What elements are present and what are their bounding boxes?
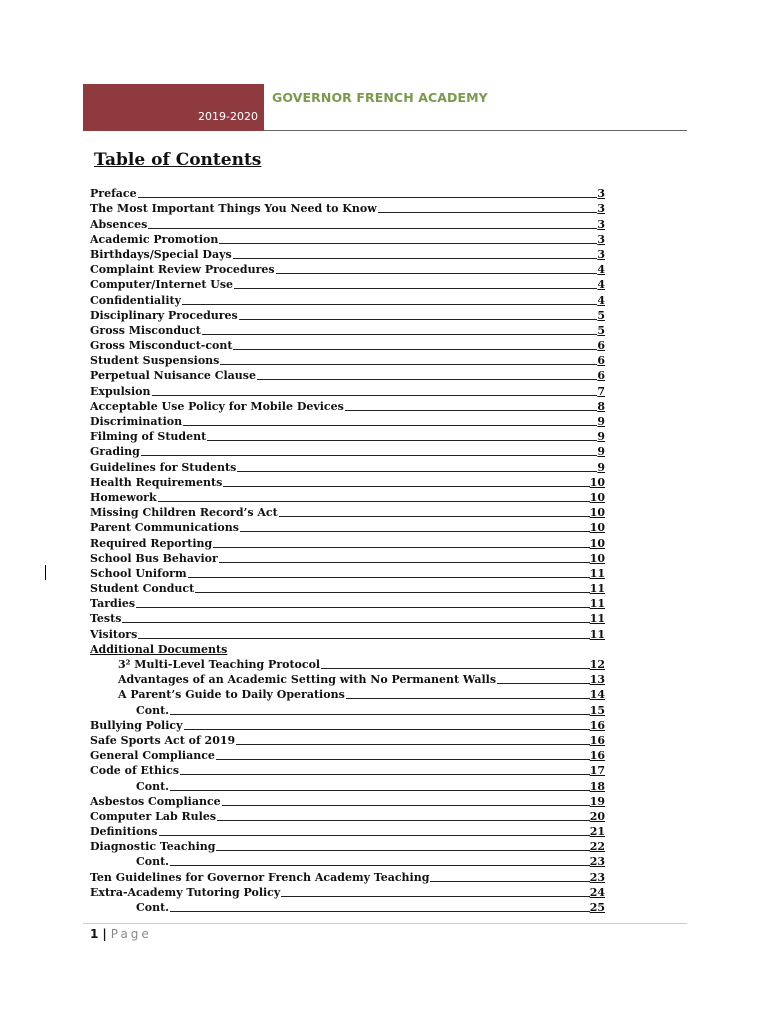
toc-entry-label: Required Reporting xyxy=(90,536,213,550)
toc-entry[interactable] xyxy=(90,429,605,444)
toc-leader-line xyxy=(233,257,598,259)
toc-leader-line xyxy=(184,728,590,730)
toc-leader-line xyxy=(219,242,597,244)
toc-entry[interactable] xyxy=(90,338,605,353)
toc-entry-page: 7 xyxy=(597,384,605,398)
toc-entry-label: Ten Guidelines for Governor French Academy Teaching xyxy=(90,870,430,884)
toc-leader-line xyxy=(122,621,589,623)
toc-entry-label: Gross Misconduct-cont xyxy=(90,339,233,353)
toc-entry-page: 4 xyxy=(597,263,605,277)
toc-entry-page: 3 xyxy=(597,247,605,261)
toc-entry[interactable] xyxy=(90,323,605,338)
toc-leader-line xyxy=(159,834,590,836)
toc-entry[interactable] xyxy=(90,399,605,414)
toc-entry-label: Missing Children Record’s Act xyxy=(90,506,278,520)
toc-entry[interactable] xyxy=(90,869,605,884)
toc-entry-label: Preface xyxy=(90,187,137,201)
toc-leader-line xyxy=(219,561,590,563)
toc-entry[interactable] xyxy=(90,444,605,459)
toc-leader-line xyxy=(236,743,590,745)
toc-entry[interactable] xyxy=(90,414,605,429)
toc-entry-label: Birthdays/Special Days xyxy=(90,247,232,261)
toc-entry-label: Cont. xyxy=(136,901,169,914)
toc-entry[interactable] xyxy=(90,778,605,793)
toc-entry[interactable] xyxy=(90,718,605,733)
toc-entry[interactable] xyxy=(90,566,605,581)
toc-entry-label: Tardies xyxy=(90,597,136,611)
toc-leader-line xyxy=(237,470,597,472)
toc-entry-page: 20 xyxy=(589,809,605,823)
toc-entry[interactable] xyxy=(90,368,605,383)
toc-section-heading[interactable] xyxy=(90,642,605,657)
toc-entry-page: 18 xyxy=(589,779,605,793)
toc-entry-page: 19 xyxy=(589,794,605,808)
toc-entry[interactable] xyxy=(90,292,605,307)
toc-entry-label: Tests xyxy=(90,612,122,626)
toc-entry-label: Gross Misconduct xyxy=(90,323,201,337)
toc-entry-page: 9 xyxy=(597,415,605,428)
toc-entry-label: School Uniform xyxy=(90,566,187,580)
toc-entry-page: 25 xyxy=(589,901,605,914)
toc-leader-line xyxy=(138,637,589,639)
toc-entry[interactable] xyxy=(90,824,605,839)
toc-entry-page: 3 xyxy=(597,202,605,216)
toc-entry-label: Absences xyxy=(90,217,148,231)
toc-entry-label: A Parent’s Guide to Daily Operations xyxy=(118,688,345,702)
toc-entry[interactable] xyxy=(90,581,605,596)
toc-entry[interactable] xyxy=(90,839,605,854)
toc-entry-label: Academic Promotion xyxy=(90,232,219,246)
toc-leader-line xyxy=(222,804,590,806)
toc-entry-label: Computer Lab Rules xyxy=(90,809,217,823)
toc-entry-label: Visitors xyxy=(90,627,138,641)
toc-entry-page: 5 xyxy=(597,308,605,322)
toc-entry[interactable] xyxy=(90,535,605,550)
toc-entry[interactable] xyxy=(90,232,605,247)
toc-leader-line xyxy=(216,849,589,851)
toc-entry-page: 16 xyxy=(589,749,605,763)
toc-entry-label: Student Suspensions xyxy=(90,354,220,368)
toc-leader-line xyxy=(180,773,590,775)
toc-leader-line xyxy=(170,789,590,791)
toc-entry-label: Parent Communications xyxy=(90,521,239,535)
toc-entry[interactable] xyxy=(90,611,605,626)
toc-entry[interactable] xyxy=(90,247,605,262)
toc-entry-label: School Bus Behavior xyxy=(90,551,218,565)
toc-leader-line xyxy=(240,530,590,532)
toc-entry[interactable] xyxy=(90,854,605,869)
toc-entry[interactable] xyxy=(90,794,605,809)
toc-entry-label: Bullying Policy xyxy=(90,718,183,732)
toc-entry[interactable] xyxy=(90,308,605,323)
toc-leader-line xyxy=(217,819,590,821)
header-rule xyxy=(264,130,687,131)
toc-entry-page: 6 xyxy=(597,339,605,353)
toc-entry-page: 6 xyxy=(597,354,605,368)
toc-entry-label: Perpetual Nuisance Clause xyxy=(90,369,256,383)
toc-entry-page: 10 xyxy=(589,551,605,565)
toc-entry-label: General Compliance xyxy=(90,749,215,763)
toc-entry-label: Extra-Academy Tutoring Policy xyxy=(90,885,281,899)
toc-leader-line xyxy=(234,287,597,289)
toc-entry[interactable] xyxy=(90,809,605,824)
toc-leader-line xyxy=(239,318,598,320)
toc-leader-line xyxy=(216,758,590,760)
toc-entry-page: 11 xyxy=(589,566,605,580)
toc-entry-label: Confidentiality xyxy=(90,293,181,307)
toc-leader-line xyxy=(183,424,597,426)
toc-leader-line xyxy=(207,439,597,441)
toc-leader-line xyxy=(170,713,590,715)
toc-entry-page: 12 xyxy=(589,658,605,671)
toc-entry-page: 5 xyxy=(597,323,605,337)
toc-leader-line xyxy=(257,378,597,380)
toc-entry-label: 3² Multi-Level Teaching Protocol xyxy=(118,658,321,671)
toc-entry-page: 9 xyxy=(597,445,605,459)
toc-entry-page: 3 xyxy=(597,187,605,201)
toc-leader-line xyxy=(276,272,598,274)
toc-entry-label: Definitions xyxy=(90,825,158,839)
toc-entry[interactable] xyxy=(90,763,605,778)
toc-entry[interactable] xyxy=(90,733,605,748)
toc-entry-label: Additional Documents xyxy=(90,642,228,656)
toc-entry-page: 8 xyxy=(597,399,605,413)
toc-list xyxy=(90,186,605,915)
toc-leader-line xyxy=(170,910,590,912)
toc-entry-page: 9 xyxy=(597,430,605,444)
toc-entry-page: 23 xyxy=(589,870,605,884)
toc-entry[interactable] xyxy=(90,216,605,231)
toc-leader-line xyxy=(281,895,589,897)
toc-entry[interactable] xyxy=(90,885,605,900)
toc-leader-line xyxy=(182,303,597,305)
toc-entry-label: Disciplinary Procedures xyxy=(90,308,238,322)
toc-title: Table of Contents xyxy=(94,150,262,170)
toc-entry[interactable] xyxy=(90,520,605,535)
header-accent-block xyxy=(83,84,264,131)
toc-entry-page: 17 xyxy=(589,764,605,778)
toc-entry-label: Computer/Internet Use xyxy=(90,278,234,292)
toc-entry[interactable] xyxy=(90,551,605,566)
toc-entry[interactable] xyxy=(90,657,605,672)
toc-leader-line xyxy=(141,454,597,456)
toc-entry-page: 11 xyxy=(589,612,605,626)
toc-leader-line xyxy=(345,409,598,411)
toc-entry-label: Acceptable Use Policy for Mobile Devices xyxy=(90,399,344,413)
toc-leader-line xyxy=(170,864,590,866)
toc-entry-page: 21 xyxy=(589,825,605,839)
toc-entry[interactable] xyxy=(90,626,605,641)
toc-leader-line xyxy=(202,333,598,335)
toc-leader-line xyxy=(195,591,590,593)
toc-entry-page: 10 xyxy=(589,521,605,535)
toc-leader-line xyxy=(152,394,598,396)
toc-leader-line xyxy=(233,348,597,350)
toc-entry[interactable] xyxy=(90,459,605,474)
toc-leader-line xyxy=(279,515,590,517)
toc-entry-label: Complaint Review Procedures xyxy=(90,263,275,277)
toc-entry-page: 16 xyxy=(589,733,605,747)
toc-entry-label: Diagnostic Teaching xyxy=(90,840,216,854)
toc-leader-line xyxy=(346,697,590,699)
toc-leader-line xyxy=(497,682,590,684)
toc-entry-page: 10 xyxy=(589,475,605,489)
toc-entry[interactable] xyxy=(90,748,605,763)
toc-entry-label: Student Conduct xyxy=(90,582,195,596)
toc-entry-label: Guidelines for Students xyxy=(90,460,237,474)
toc-leader-line xyxy=(148,227,597,229)
toc-entry[interactable] xyxy=(90,900,605,915)
toc-entry-label: Expulsion xyxy=(90,384,151,398)
toc-entry-label: Grading xyxy=(90,445,140,459)
toc-entry-label: Cont. xyxy=(136,779,169,793)
toc-entry-page: 14 xyxy=(589,688,605,702)
toc-entry-page: 6 xyxy=(597,369,605,383)
toc-entry-page: 13 xyxy=(589,673,605,687)
toc-entry[interactable] xyxy=(90,383,605,398)
toc-entry-label: Cont. xyxy=(136,855,169,869)
page-word: Page xyxy=(110,927,152,941)
footer-separator: | xyxy=(102,927,107,941)
toc-entry-page: 11 xyxy=(589,597,605,611)
toc-entry-label: Filming of Student xyxy=(90,430,207,444)
toc-entry-label: Health Requirements xyxy=(90,475,223,489)
toc-entry-label: Safe Sports Act of 2019 xyxy=(90,733,236,747)
toc-leader-line xyxy=(188,576,590,578)
toc-entry[interactable] xyxy=(90,596,605,611)
toc-entry-page: 3 xyxy=(597,232,605,246)
toc-entry-page: 3 xyxy=(597,217,605,231)
toc-entry-page: 22 xyxy=(589,840,605,854)
text-cursor xyxy=(45,565,46,580)
toc-entry[interactable] xyxy=(90,702,605,717)
toc-entry-page: 9 xyxy=(597,460,605,474)
toc-entry[interactable] xyxy=(90,505,605,520)
toc-entry-page: 23 xyxy=(589,855,605,869)
toc-leader-line xyxy=(158,500,590,502)
toc-entry-label: Asbestos Compliance xyxy=(90,794,221,808)
toc-entry[interactable] xyxy=(90,277,605,292)
toc-entry-page: 11 xyxy=(589,582,605,596)
toc-leader-line xyxy=(138,196,598,198)
header-school-name: GOVERNOR FRENCH ACADEMY xyxy=(272,90,488,105)
toc-leader-line xyxy=(430,880,589,882)
toc-entry[interactable] xyxy=(90,201,605,216)
toc-entry-label: Cont. xyxy=(136,703,169,717)
toc-entry[interactable] xyxy=(90,186,605,201)
toc-leader-line xyxy=(378,211,598,213)
toc-entry-page: 16 xyxy=(589,718,605,732)
toc-entry-page: 24 xyxy=(589,885,605,899)
toc-entry[interactable] xyxy=(90,672,605,687)
toc-entry[interactable] xyxy=(90,490,605,505)
toc-entry-label: Code of Ethics xyxy=(90,764,180,778)
toc-leader-line xyxy=(220,363,597,365)
toc-entry[interactable] xyxy=(90,353,605,368)
footer-rule xyxy=(83,923,687,924)
toc-entry-page: 10 xyxy=(589,506,605,520)
toc-leader-line xyxy=(223,485,589,487)
toc-entry-label: Discrimination xyxy=(90,415,183,428)
toc-entry-label: Advantages of an Academic Setting with No Permanent Walls xyxy=(118,673,497,687)
toc-entry[interactable] xyxy=(90,687,605,702)
header-year: 2019-2020 xyxy=(198,110,258,123)
toc-entry-page: 4 xyxy=(597,278,605,292)
toc-entry[interactable] xyxy=(90,262,605,277)
toc-entry-label: Homework xyxy=(90,490,157,504)
toc-entry-page: 15 xyxy=(589,703,605,717)
page-number: 1 xyxy=(90,927,99,941)
toc-leader-line xyxy=(136,606,590,608)
toc-leader-line xyxy=(321,667,590,669)
toc-entry[interactable] xyxy=(90,475,605,490)
toc-entry-page: 10 xyxy=(589,536,605,550)
toc-entry-page: 10 xyxy=(589,490,605,504)
toc-entry-label: The Most Important Things You Need to Know xyxy=(90,202,377,216)
toc-entry-page: 11 xyxy=(589,627,605,641)
toc-entry-page: 4 xyxy=(597,293,605,307)
toc-leader-line xyxy=(213,546,589,548)
page-footer xyxy=(90,927,152,941)
